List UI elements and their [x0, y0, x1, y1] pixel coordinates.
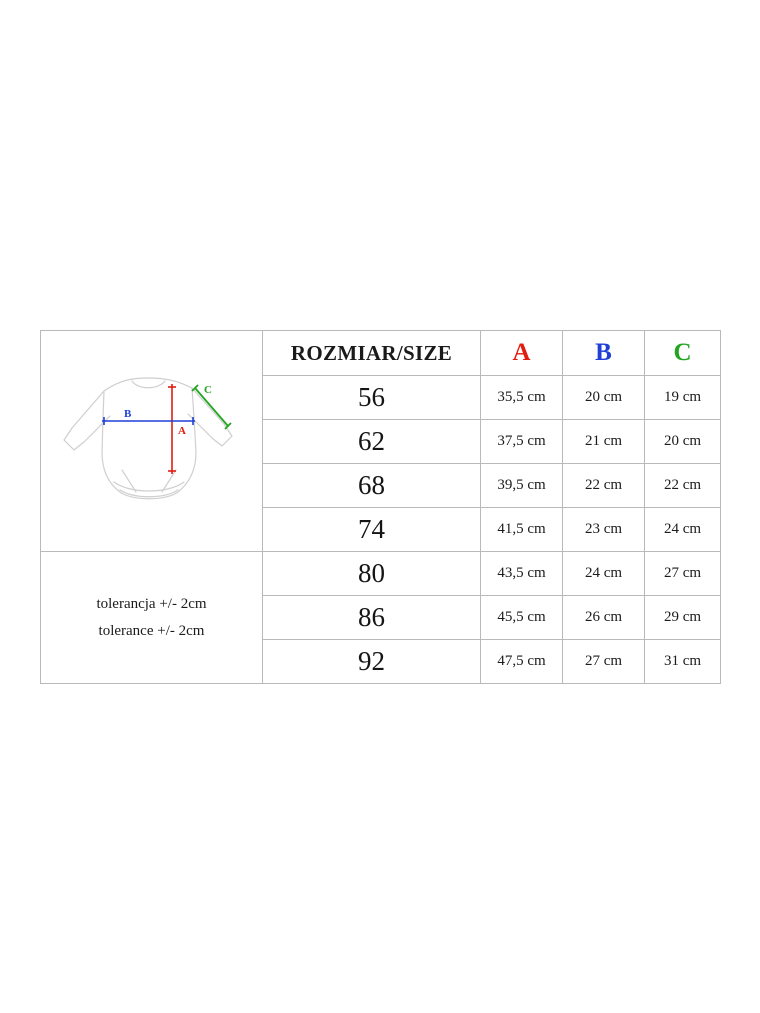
diagram-label-c: C	[204, 384, 212, 396]
diagram-label-b: B	[124, 408, 132, 420]
cell-b: 26 cm	[563, 596, 645, 640]
cell-a: 45,5 cm	[481, 596, 563, 640]
cell-c: 19 cm	[645, 376, 721, 420]
cell-size: 86	[263, 596, 481, 640]
cell-c: 22 cm	[645, 464, 721, 508]
header-size: ROZMIAR/SIZE	[263, 331, 481, 376]
cell-b: 20 cm	[563, 376, 645, 420]
cell-size: 56	[263, 376, 481, 420]
cell-c: 20 cm	[645, 420, 721, 464]
tolerance-text-en: tolerance +/- 2cm	[98, 622, 205, 639]
cell-c: 31 cm	[645, 640, 721, 684]
cell-b: 27 cm	[563, 640, 645, 684]
cell-size: 80	[263, 552, 481, 596]
header-c: C	[645, 331, 721, 376]
cell-size: 62	[263, 420, 481, 464]
cell-a: 37,5 cm	[481, 420, 563, 464]
cell-c: 24 cm	[645, 508, 721, 552]
cell-b: 22 cm	[563, 464, 645, 508]
cell-b: 24 cm	[563, 552, 645, 596]
table-header-row	[41, 331, 721, 376]
tolerance-text-pl: tolerancja +/- 2cm	[96, 596, 207, 612]
diagram-label-a: A	[178, 425, 186, 437]
header-a: A	[481, 331, 563, 376]
cell-b: 23 cm	[563, 508, 645, 552]
header-b: B	[563, 331, 645, 376]
cell-a: 35,5 cm	[481, 376, 563, 420]
cell-size: 74	[263, 508, 481, 552]
size-chart-table	[40, 330, 721, 684]
cell-size: 68	[263, 464, 481, 508]
cell-a: 47,5 cm	[481, 640, 563, 684]
measure-line-b	[102, 417, 195, 425]
cell-b: 21 cm	[563, 420, 645, 464]
cell-size: 92	[263, 640, 481, 684]
cell-a: 41,5 cm	[481, 508, 563, 552]
cell-c: 27 cm	[645, 552, 721, 596]
cell-c: 29 cm	[645, 596, 721, 640]
garment-diagram	[41, 331, 263, 551]
measure-line-a	[168, 384, 176, 474]
cell-a: 39,5 cm	[481, 464, 563, 508]
tolerance-cell	[41, 552, 263, 684]
cell-a: 43,5 cm	[481, 552, 563, 596]
garment-diagram-cell	[41, 331, 263, 552]
table-row	[41, 552, 721, 596]
bodysuit-icon	[52, 366, 252, 516]
